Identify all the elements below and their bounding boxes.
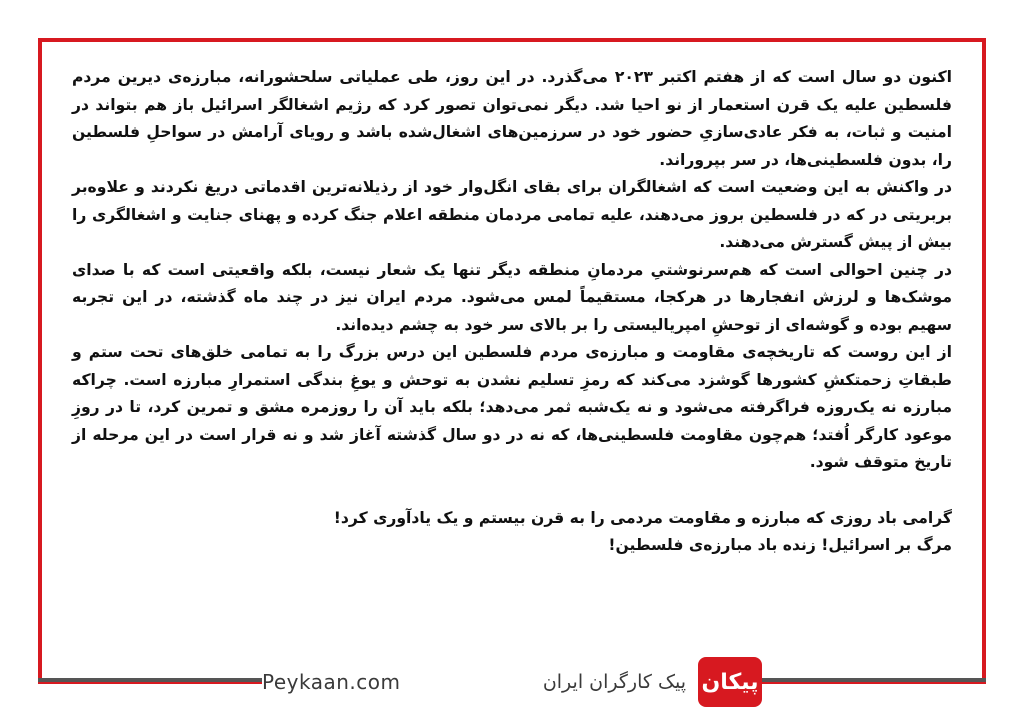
paragraph-2: در واکنش به این وضعیت است که اشغالگران برای بقای انگل‌وار خود از رذیلانه‌ترین اقدماتی دریغ نکردند و علاوه‌بر بربریتی در که در فلسطین بروز می‌دهند، علیه تمامی مردمان منطقه اعلام جنگ کرده و پهنای جنایت و اشغالگری را بیش از پیش گسترش می‌دهند. (72, 178, 952, 251)
brand (543, 657, 762, 707)
footer-rule-left (38, 678, 262, 682)
paragraph-1: اکنون دو سال است که از هفتم اکتبر ۲۰۲۳ می‌گذرد. در این روز، طی عملیاتی سلحشورانه، مبارزه‌ی دیرین مردم فلسطین علیه یک قرن استعمار از نو احیا شد. دیگر نمی‌توان تصور کرد که رژیم اشغالگر اسرائیل باز هم بتواند در امنیت و ثبات، به فکر عادی‌سازیِ حضور خود در سرزمین‌های اشغال‌شده باشد و رویای آرامش در سواحلِ فلسطین را، بدون فلسطینی‌ها، در سر بپروراند. (72, 68, 952, 169)
closing-slogans (72, 505, 952, 560)
footer (262, 654, 762, 710)
statement-body (72, 64, 952, 560)
closing-line-1: گرامی باد روزی که مبارزه و مقاومت مردمی را به قرن بیستم و یک یادآوری کرد! (333, 508, 952, 527)
website-url[interactable]: Peykaan.com (262, 670, 401, 694)
footer-rule-right (762, 678, 986, 682)
publication-name: پیک کارگران ایران (542, 671, 686, 693)
paragraph-4: از این روست که تاریخچه‌ی مقاومت و مبارزه‌ی مردم فلسطین این درس بزرگ را به تمامی خلق‌های تحت ستم و طبقاتِ زحمتکشِ کشورها گوشزد می‌کند که رمزِ تسلیم نشدن به توحش و یوغِ بندگی استمرارِ مبارزه است. چراکه مبارزه نه یک‌روزه فراگرفته می‌شود و نه یک‌شبه ثمر می‌دهد؛ بلکه باید آن را روزمره مشق و تمرین کرد، تا در روزِ موعود کارگر اُفتد؛ هم‌چون مقاومت فلسطینی‌ها، که نه در دو سال گذشته آغاز شد و نه قرار است در این مرحله از تاریخ متوقف شود. (72, 343, 952, 471)
peykaan-logo (698, 657, 762, 707)
paragraph-3: در چنین احوالی است که هم‌سرنوشتیِ مردمانِ منطقه دیگر تنها یک شعار نیست، بلکه واقعیتی است که با صدای موشک‌ها و لرزش انفجارها در هرکجا، مستقیماً لمس می‌شود. مردم ایران نیز در چند ماه گذشته، در این تجربه سهیم بوده و گوشه‌ای از توحشِ امپریالیستی را بر بالای سر خود به چشم دیده‌اند. (72, 260, 952, 334)
closing-line-2: مرگ بر اسرائیل! زنده باد مبارزه‌ی فلسطین! (608, 536, 952, 554)
logo-text: پیکان (701, 669, 759, 695)
